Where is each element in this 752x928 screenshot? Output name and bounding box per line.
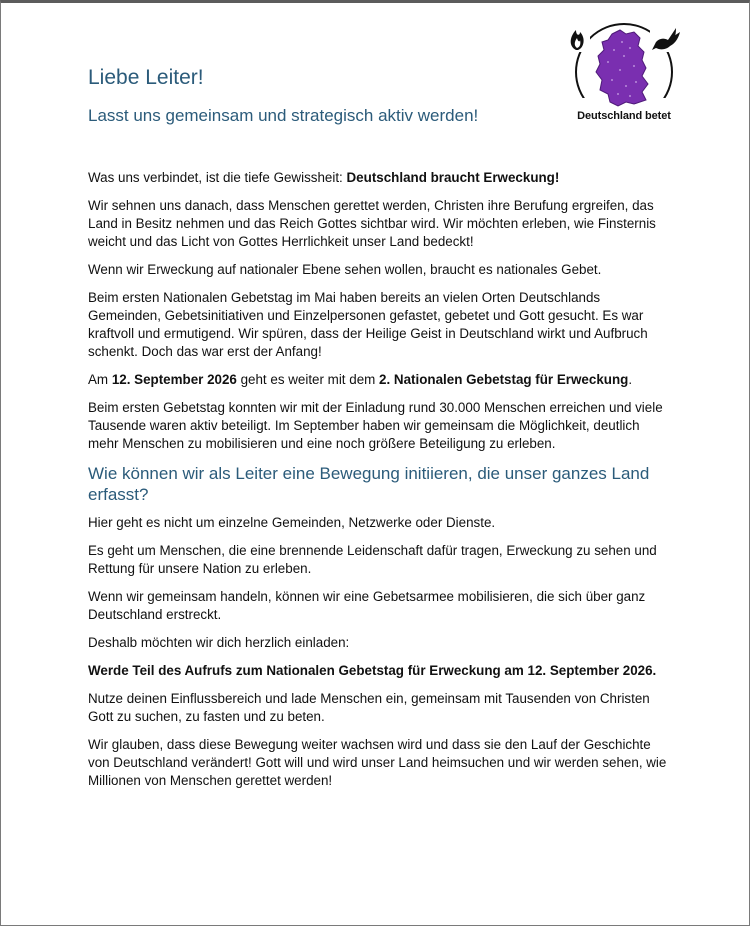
call-to-action: Werde Teil des Aufrufs zum Nationalen Gebetstag für Erweckung am 12. September 2026. (88, 663, 657, 678)
paragraph: Wir glauben, dass diese Bewegung weiter wachsen wird und dass sie den Lauf der Geschichte von Deutschland verändert! Gott will und wird unser Land heimsuchen und wir werden sehen, wie Millionen von Menschen gerettet werden! (88, 737, 667, 788)
paragraph: Beim ersten Nationalen Gebetstag im Mai haben bereits an vielen Orten Deutschlands Gemeinden, Gebetsinitiativen und Einzelpersonen gefastet, gebetet und Gott gesucht. Es war kraftvoll und ermutigend. Wir spüren, dass der Heilige Geist in Deutschland wirkt und Aufbruch schenkt. Doch das war erst der Anfang! (88, 290, 648, 359)
paragraph (88, 371, 668, 389)
paragraph: Wenn wir Erweckung auf nationaler Ebene sehen wollen, braucht es nationales Gebet. (88, 262, 602, 277)
page-subtitle: Lasst uns gemeinsam und strategisch aktiv werden! (88, 106, 479, 125)
paragraph (88, 169, 668, 187)
deutschland-betet-logo (564, 20, 684, 130)
text: . (628, 372, 633, 387)
paragraph: Beim ersten Gebetstag konnten wir mit der Einladung rund 30.000 Menschen erreichen und viele Tausende waren aktiv beteiligt. Im September haben wir gemeinsam die Möglichkeit, deutlich mehr Menschen zu mobilisieren und eine noch größere Beteiligung zu erleben. (88, 400, 663, 451)
paragraph: Deshalb möchten wir dich herzlich einladen: (88, 635, 350, 650)
germany-map-icon (596, 30, 648, 106)
bold-date: 12. September 2026 (111, 372, 237, 387)
text: geht es weiter mit dem (236, 372, 380, 387)
page-title: Liebe Leiter! (88, 66, 204, 89)
paragraph: Es geht um Menschen, die eine brennende Leidenschaft dafür tragen, Erweckung zu sehen und Rettung für unsere Nation zu erleben. (88, 543, 657, 576)
section-heading: Wie können wir als Leiter eine Bewegung initiieren, die unser ganzes Land erfasst? (88, 464, 650, 504)
paragraph: Nutze deinen Einflussbereich und lade Menschen ein, gemeinsam mit Tausenden von Christen Gott zu suchen, zu fasten und zu beten. (88, 691, 650, 724)
paragraph: Wenn wir gemeinsam handeln, können wir eine Gebetsarmee mobilisieren, die sich über ganz Deutschland erstreckt. (88, 589, 646, 622)
paragraph: Hier geht es nicht um einzelne Gemeinden, Netzwerke oder Dienste. (88, 515, 496, 530)
paragraph: Wir sehnen uns danach, dass Menschen gerettet werden, Christen ihre Berufung ergreifen, das Land in Besitz nehmen und das Reich Gottes sichtbar wird. Wir möchten erleben, wie Finsternis weicht und das Licht von Gottes Herrlichkeit unser Land bedeckt! (88, 198, 656, 249)
letter-body (88, 169, 668, 800)
bold-text: Deutschland braucht Erweckung! (346, 170, 560, 185)
bold-event-name: 2. Nationalen Gebetstag für Erweckung (379, 372, 629, 387)
text: Am (88, 372, 112, 387)
logo-text: Deutschland betet (577, 110, 671, 122)
text: Was uns verbindet, ist die tiefe Gewissheit: (88, 170, 347, 185)
paragraph-bold (88, 662, 668, 680)
